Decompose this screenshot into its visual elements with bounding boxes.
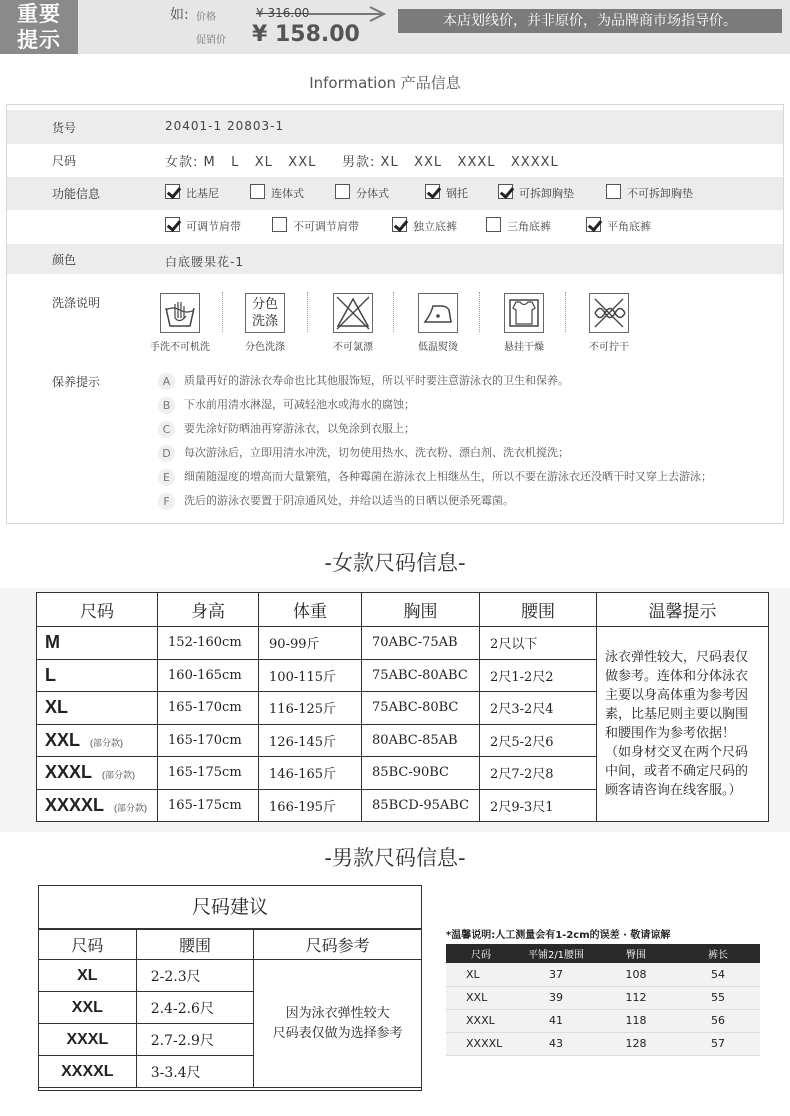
checkbox[interactable]: [392, 217, 407, 232]
table-row: [446, 963, 760, 986]
no-bleach-icon: [333, 293, 373, 333]
care-letter-badge: E: [158, 469, 175, 486]
size-cell: [37, 659, 158, 692]
weight-cell: 90-99斤: [259, 627, 362, 660]
checkbox[interactable]: [335, 184, 350, 199]
checkbox-label: 分体式: [356, 187, 389, 200]
divider: [222, 292, 223, 332]
care-tip-text: 质量再好的游泳衣寿命也比其他服饰短，所以平时要注意游泳衣的卫生和保养。: [184, 374, 569, 387]
item-no-label: 货号: [52, 121, 77, 135]
care-label: 保养提示: [52, 375, 101, 389]
size-value: XL: [45, 697, 69, 718]
height-cell: 165-170cm: [158, 692, 259, 725]
wash-caption: 不可拧干: [589, 342, 629, 353]
chest-cell: 80ABC-85AB: [362, 724, 480, 757]
waist-cell: 2.4-2.6尺: [136, 992, 254, 1024]
size-cell: XXL: [446, 986, 516, 1009]
wash-caption: 手洗不可机洗: [150, 342, 210, 353]
column-header: 体重: [259, 593, 362, 627]
size-cell: [37, 724, 158, 757]
arrow-right-icon: [308, 6, 388, 22]
size-note: (部分款): [102, 770, 136, 781]
separate-wash-icon: 分色 洗涤: [245, 293, 285, 333]
size-cell: XL: [39, 960, 137, 992]
size-cell: [37, 757, 158, 790]
example-label: 如:: [170, 7, 189, 23]
waist-cell: 37: [516, 963, 596, 986]
care-letter-badge: F: [158, 493, 175, 510]
chest-cell: 85BCD-95ABC: [362, 789, 480, 822]
men-size-title: -男款尺码信息-: [324, 846, 466, 870]
hand-wash-icon: [160, 293, 200, 333]
length-cell: 55: [676, 986, 760, 1009]
checkbox[interactable]: [165, 184, 180, 199]
height-cell: 165-175cm: [158, 757, 259, 790]
waist-cell: 2.7-2.9尺: [136, 1024, 254, 1056]
size-value: M: [45, 632, 60, 653]
waist-cell: 41: [516, 1009, 596, 1032]
checkbox-label: 三角底裤: [507, 220, 551, 233]
no-wring-icon: [589, 293, 629, 333]
hang-dry-icon: [504, 293, 544, 333]
checkbox[interactable]: [586, 217, 601, 232]
weight-cell: 146-165斤: [259, 757, 362, 790]
price-notice: 本店划线价，并非原价，为品牌商市场指导价。: [398, 9, 782, 33]
size-cell: XXL: [39, 992, 137, 1024]
checkbox-label: 不可拆卸胸垫: [627, 187, 693, 200]
column-header: 腰围: [480, 593, 597, 627]
size-cell: [37, 627, 158, 660]
size-label: 尺码: [52, 154, 77, 168]
care-letter-badge: C: [158, 421, 175, 438]
low-iron-icon: [418, 293, 458, 333]
chest-cell: 85BC-90BC: [362, 757, 480, 790]
measure-note: *温馨说明:人工测量会有1-2cm的误差 · 敬请谅解: [446, 930, 671, 941]
weight-cell: 166-195斤: [259, 789, 362, 822]
chest-cell: 75ABC-80ABC: [362, 659, 480, 692]
waist-cell: 2尺5-2尺6: [480, 724, 597, 757]
wash-caption: 不可氯漂: [333, 342, 373, 353]
divider: [393, 292, 394, 332]
waist-cell: 2尺7-2尺8: [480, 757, 597, 790]
chest-cell: 70ABC-75AB: [362, 627, 480, 660]
checkbox[interactable]: [425, 184, 440, 199]
original-price: ¥ 316.00: [256, 6, 310, 20]
checkbox[interactable]: [165, 217, 180, 232]
waist-cell: 43: [516, 1032, 596, 1055]
divider: [307, 292, 308, 332]
length-cell: 57: [676, 1032, 760, 1055]
checkbox-label: 比基尼: [186, 187, 219, 200]
care-tip-text: 每次游泳后，立即用清水冲洗，切勿使用热水、洗衣粉、漂白剂、洗衣机搅洗；: [184, 446, 569, 459]
care-letter-badge: B: [158, 397, 175, 414]
checkbox[interactable]: [606, 184, 621, 199]
height-cell: 152-160cm: [158, 627, 259, 660]
divider: [479, 292, 480, 332]
table-row: [39, 960, 422, 992]
waist-cell: 2尺3-2尺4: [480, 692, 597, 725]
checkbox-label: 钢托: [446, 187, 468, 200]
column-header: 尺码参考: [254, 930, 422, 960]
waist-cell: 2尺1-2尺2: [480, 659, 597, 692]
chest-cell: 75ABC-80BC: [362, 692, 480, 725]
column-header: 尺码: [39, 930, 137, 960]
column-header: 腰围: [136, 930, 254, 960]
hip-cell: 118: [596, 1009, 676, 1032]
weight-cell: 116-125斤: [259, 692, 362, 725]
original-price-label: 价格: [196, 12, 216, 23]
promo-price-label: 促销价: [196, 35, 226, 46]
size-tip: 泳衣弹性较大，尺码表仅做参考。连体和分体泳衣主要以身高体重为参考因素，比基尼则主要以胸围和腰围作为参考依据！（如身材交叉在两个尺码中间，或者不确定尺码的顾客请咨询在线客服。）: [597, 627, 769, 822]
size-note: (部分款): [90, 737, 124, 748]
important-notice-badge: [0, 0, 78, 54]
important-line-2: 提示: [17, 28, 61, 52]
column-header: 胸围: [362, 593, 480, 627]
checkbox-label: 可拆卸胸垫: [519, 187, 574, 200]
column-header: 裤长: [676, 944, 760, 963]
checkbox-label: 可调节肩带: [186, 220, 241, 233]
column-header: 尺码: [446, 944, 516, 963]
size-value: L: [45, 664, 56, 685]
promo-price: ¥ 158.00: [252, 22, 360, 47]
wash-caption: 低温熨烫: [418, 342, 458, 353]
color-label: 颜色: [52, 253, 77, 267]
column-header: 身高: [158, 593, 259, 627]
height-cell: 160-165cm: [158, 659, 259, 692]
column-header: 平铺2/1腰围: [516, 944, 596, 963]
size-cell: [37, 789, 158, 822]
info-title: Information 产品信息: [309, 74, 461, 92]
hip-cell: 112: [596, 986, 676, 1009]
checkbox[interactable]: [486, 217, 501, 232]
hip-cell: 128: [596, 1032, 676, 1055]
men-advice-title: 尺码建议: [38, 885, 422, 929]
row-band-item: [7, 110, 783, 144]
column-header: 臀围: [596, 944, 676, 963]
size-cell: XXXXL: [446, 1032, 516, 1055]
women-size-title: -女款尺码信息-: [324, 551, 466, 575]
important-line-1: 重要: [17, 2, 61, 26]
wash-label: 洗涤说明: [52, 296, 101, 310]
wash-caption: 悬挂干燥: [504, 342, 544, 353]
size-note: (部分款): [114, 802, 148, 813]
size-cell: XXXL: [39, 1024, 137, 1056]
table-row: [446, 1009, 760, 1032]
checkbox-label: 独立底裤: [413, 220, 457, 233]
size-value: XXL: [45, 729, 81, 750]
waist-cell: 2尺9-3尺1: [480, 789, 597, 822]
checkbox[interactable]: [250, 184, 265, 199]
waist-cell: 2尺以下: [480, 627, 597, 660]
checkbox-label: 连体式: [271, 187, 304, 200]
weight-cell: 126-145斤: [259, 724, 362, 757]
care-letter-badge: D: [158, 445, 175, 462]
care-letter-badge: A: [158, 373, 175, 390]
waist-cell: 3-3.4尺: [136, 1056, 254, 1088]
weight-cell: 100-115斤: [259, 659, 362, 692]
function-label: 功能信息: [52, 187, 101, 201]
care-tip-text: 下水前用清水淋湿，可减轻池水或海水的腐蚀；: [184, 398, 415, 411]
care-tip-text: 要先涂好防晒油再穿游泳衣，以免涂到衣服上；: [184, 422, 415, 435]
wash-caption: 分色洗涤: [245, 342, 285, 353]
length-cell: 54: [676, 963, 760, 986]
size-value: 女款: M L XL XXL 男款: XL XXL XXXL XXXXL: [165, 155, 559, 170]
checkbox[interactable]: [498, 184, 513, 199]
waist-cell: 2-2.3尺: [136, 960, 254, 992]
care-tip-text: 细菌随湿度的增高而大量繁殖，各种霉菌在游泳衣上相继丛生，所以不要在游泳衣还没晒干时又穿上去游泳；: [184, 470, 712, 483]
hip-cell: 108: [596, 963, 676, 986]
waist-cell: 39: [516, 986, 596, 1009]
length-cell: 56: [676, 1009, 760, 1032]
checkbox-label: 不可调节肩带: [293, 220, 359, 233]
item-no-value: 20401-1 20803-1: [165, 119, 285, 133]
checkbox-label: 平角底裤: [607, 220, 651, 233]
size-cell: XXXXL: [39, 1056, 137, 1088]
men-measure-table: [446, 944, 760, 1056]
height-cell: 165-170cm: [158, 724, 259, 757]
table-row: [37, 627, 769, 660]
color-value: 白底腰果花-1: [165, 255, 244, 269]
height-cell: 165-175cm: [158, 789, 259, 822]
size-reference: 因为泳衣弹性较大 尺码表仅做为选择参考: [254, 960, 422, 1088]
care-tip-text: 洗后的游泳衣要置于阴凉通风处，并给以适当的日晒以便杀死霉菌。: [184, 494, 514, 507]
size-value: XXXXL: [45, 794, 105, 815]
row-band-color: [7, 244, 783, 274]
size-cell: XL: [446, 963, 516, 986]
size-value: XXXL: [45, 762, 93, 783]
size-cell: [37, 692, 158, 725]
divider: [565, 292, 566, 332]
column-header: 温馨提示: [597, 593, 769, 627]
men-advice-table: [38, 929, 422, 1088]
table-row: [446, 1032, 760, 1055]
column-header: 尺码: [37, 593, 158, 627]
table-row: [446, 986, 760, 1009]
women-size-table: [36, 592, 769, 822]
checkbox[interactable]: [272, 217, 287, 232]
size-cell: XXXL: [446, 1009, 516, 1032]
